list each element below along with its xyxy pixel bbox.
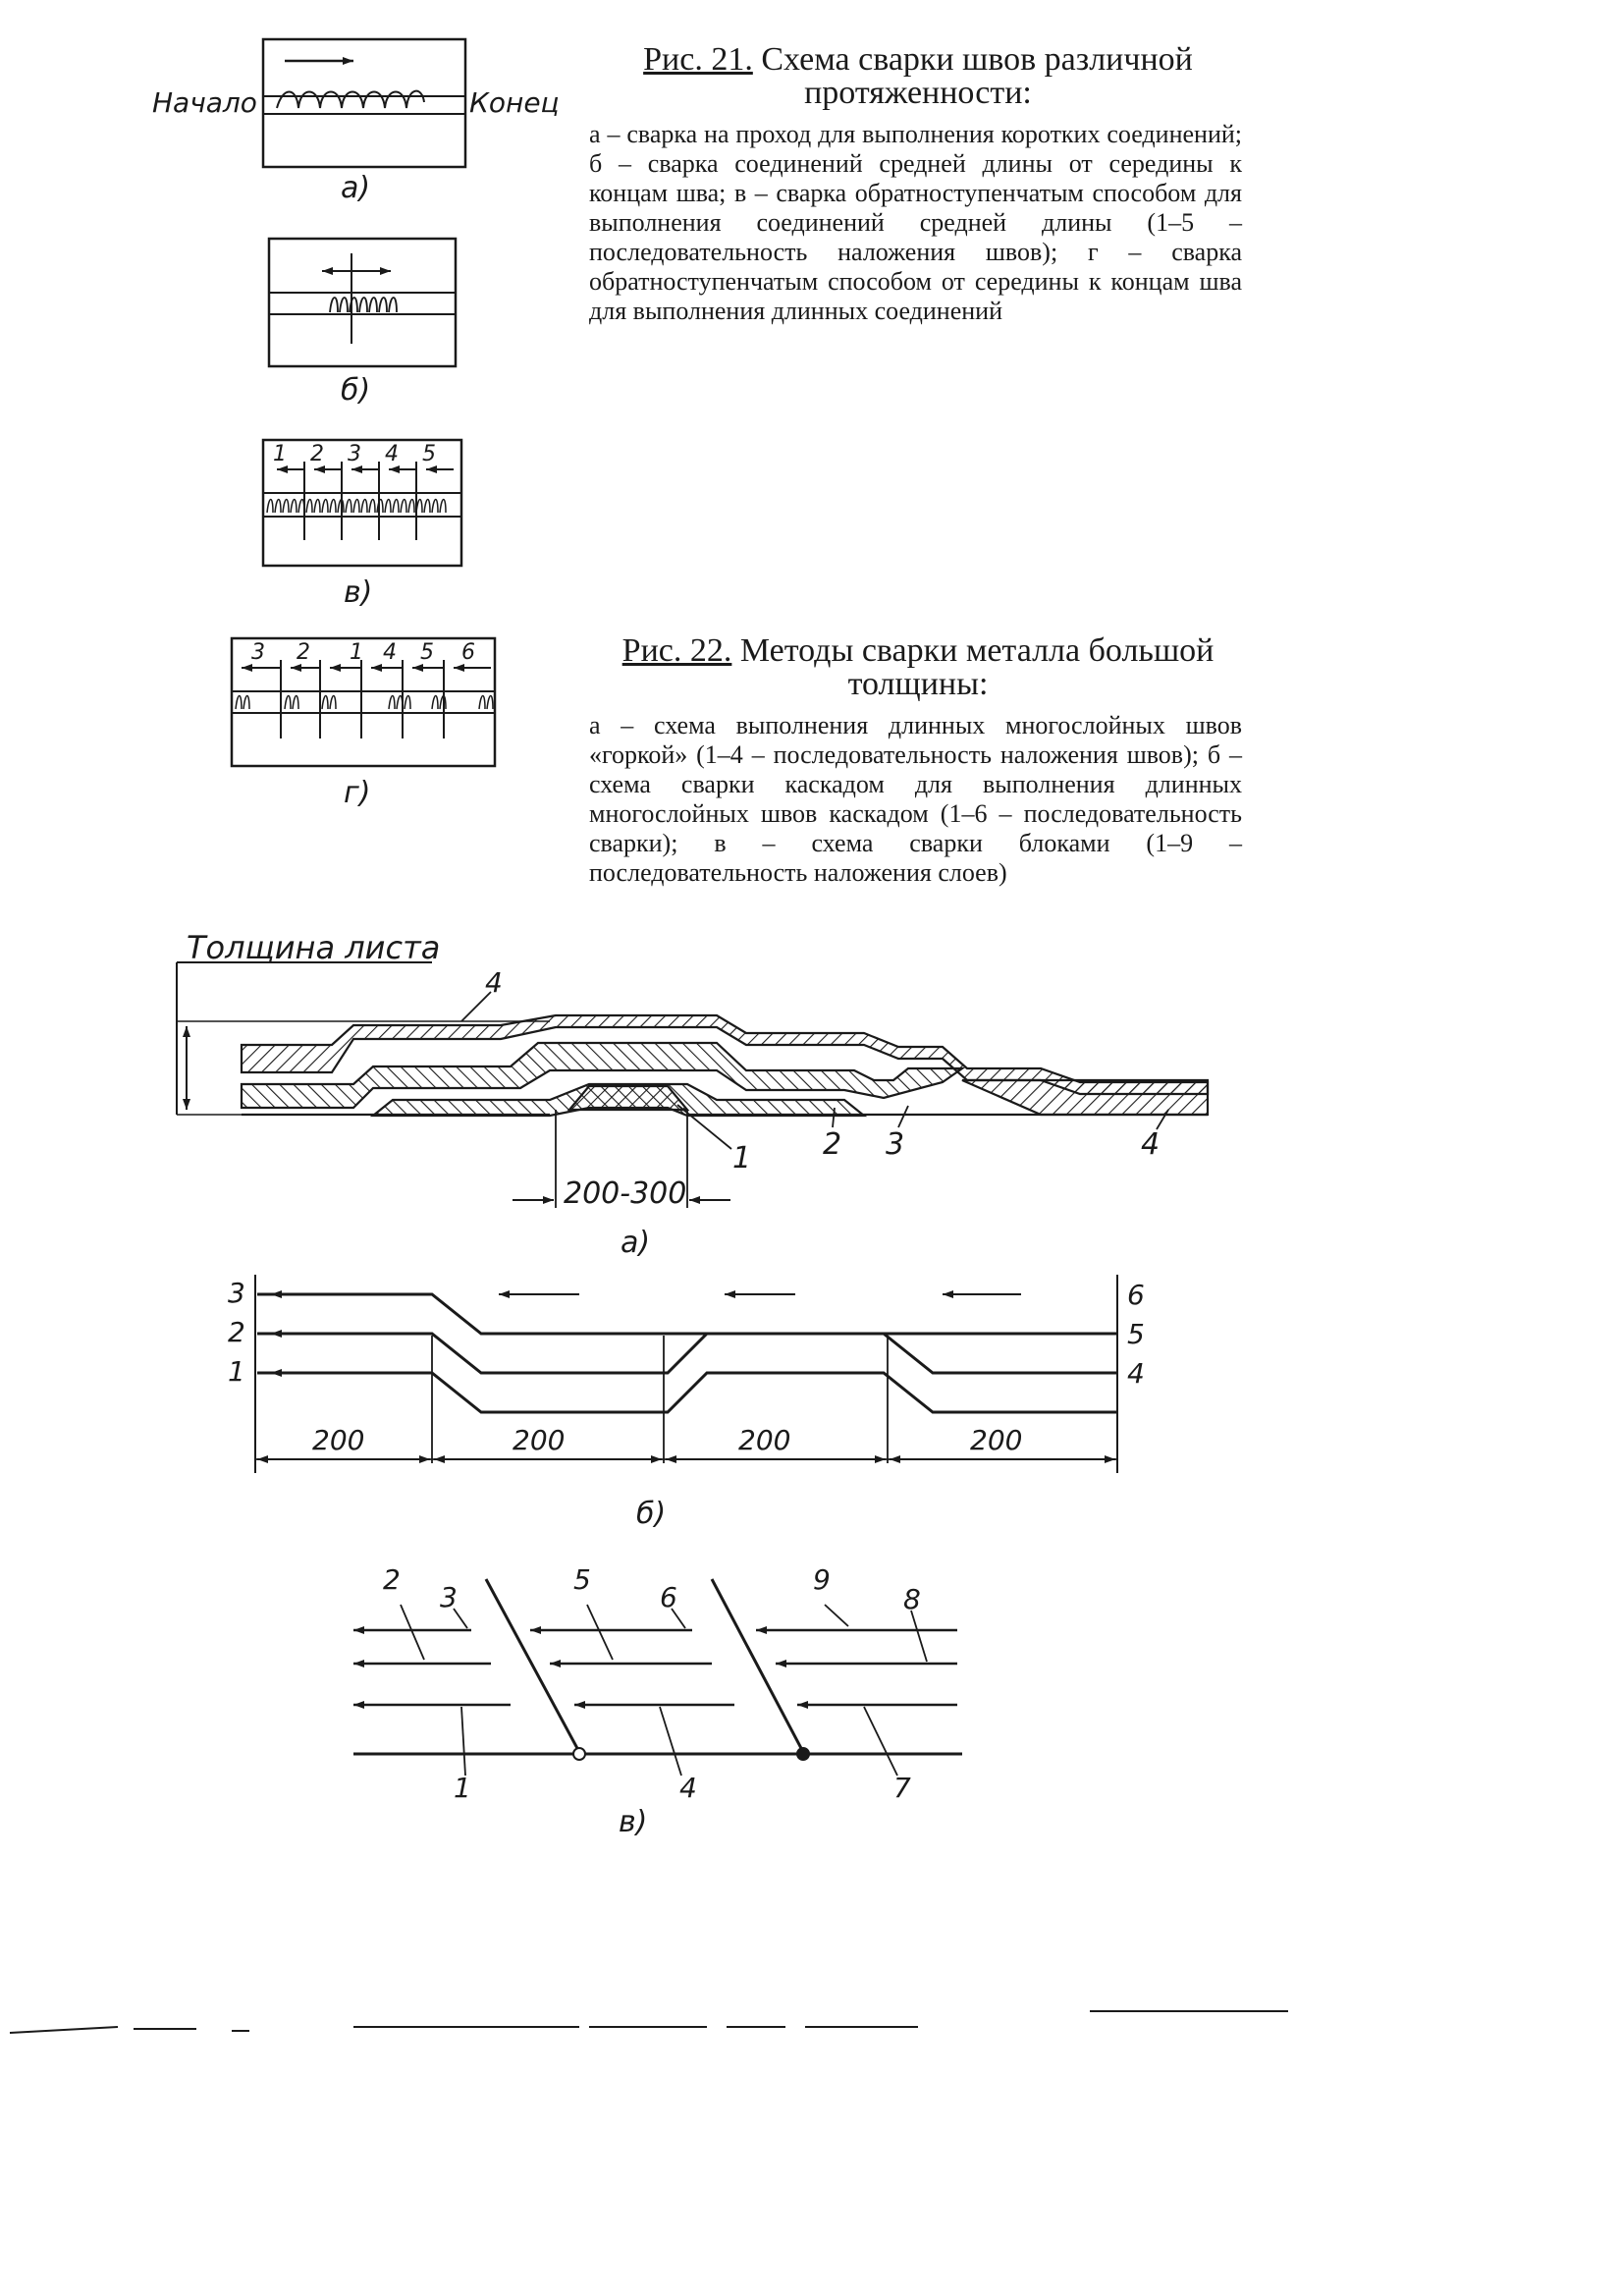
- fig22-b-left-number-2: 2: [228, 1316, 245, 1348]
- fig21-v-number-3: 3: [348, 442, 361, 466]
- fig22-v-number-1: 1: [454, 1772, 471, 1804]
- fig22-caption: а – схема выполнения длинных многослойных швов «горкой» (1–4 – последовательность наложения швов); б – схема сварки каскадом для выполнения длинных многослойных швов каскадом (1–6 – последовательность сварки); в – схема сварки блоками (1–9 – последовательность наложения слоев): [589, 711, 1242, 887]
- fig21-title-line1: Схема сварки швов различной: [761, 41, 1193, 78]
- fig22-a-number-2: 2: [823, 1127, 842, 1162]
- fig21-g-number-4: 4: [383, 640, 397, 665]
- fig22-title-line1: Методы сварки металла большой: [739, 632, 1215, 669]
- fig22-v-number-9: 9: [813, 1563, 831, 1596]
- fig21-b-weld-bead: [330, 298, 397, 312]
- fig22-v-number-7: 7: [893, 1772, 911, 1804]
- fig22-a-sublabel: а): [621, 1226, 651, 1260]
- fig21-a-start-label: Начало: [152, 86, 257, 119]
- fig21-b-sublabel: б): [341, 373, 371, 408]
- fig22-b-right-number-6: 6: [1127, 1279, 1145, 1311]
- fig22-v-number-8: 8: [903, 1583, 921, 1615]
- fig21-a-weld-bead: [277, 91, 424, 108]
- fig21-v-number-4: 4: [385, 442, 399, 466]
- page-bottom-rule: [10, 2011, 1288, 2033]
- fig22-b-right-number-5: 5: [1127, 1318, 1145, 1350]
- fig21-g-number-3: 3: [251, 640, 265, 665]
- fig22-b-sublabel: б): [636, 1497, 667, 1531]
- fig22-b-left-number-1: 1: [228, 1355, 245, 1388]
- fig21-a-sublabel: а): [341, 171, 371, 205]
- fig22-b-dimension-1: 200: [312, 1424, 365, 1456]
- fig21-g-number-1: 1: [350, 640, 363, 665]
- fig22-v-sublabel: в): [619, 1805, 648, 1839]
- fig22-a-thickness-label: Толщина листа: [187, 929, 441, 966]
- fig22-b-dimension-3: 200: [738, 1424, 791, 1456]
- fig21-title-line2: протяженности:: [804, 75, 1032, 111]
- fig21-v-number-5: 5: [422, 442, 436, 466]
- fig22-a: [177, 962, 1208, 1208]
- fig22-v-number-5: 5: [573, 1563, 591, 1596]
- fig21-v-sublabel: в): [344, 575, 373, 610]
- fig22-a-top-number: 4: [485, 966, 503, 999]
- fig21-g-number-2: 2: [297, 640, 310, 665]
- fig21-g-sublabel: г): [344, 776, 371, 810]
- fig22-a-number-1: 1: [732, 1141, 752, 1175]
- fig21-b: [269, 239, 456, 366]
- fig21-g: [232, 638, 495, 766]
- fig22-number: Рис. 22.: [621, 632, 732, 669]
- fig21-v-number-2: 2: [310, 442, 324, 466]
- fig22-v-number-3: 3: [440, 1581, 458, 1613]
- fig21-g-number-6: 6: [461, 640, 475, 665]
- fig21-a: [263, 39, 465, 167]
- fig21-g-number-5: 5: [420, 640, 434, 665]
- fig22-title-line2: толщины:: [847, 666, 989, 702]
- fig22-v-number-4: 4: [679, 1772, 697, 1804]
- fig21-number: Рис. 21.: [643, 41, 753, 78]
- fig22-v-number-6: 6: [660, 1581, 677, 1613]
- fig22-v-number-2: 2: [383, 1563, 401, 1596]
- fig22-b-dimension-2: 200: [513, 1424, 566, 1456]
- fig21-caption: а – сварка на проход для выполнения коротких соединений; б – сварка соединений средней длины от середины к концам шва; в – сварка обратноступенчатым способом для выполнения соединений средней длины (1–5 – последовательность наложения швов); г – сварка обратноступенчатым способом от середины к концам шва для выполнения длинных соединений: [589, 120, 1242, 325]
- fig22-b-dimension-4: 200: [970, 1424, 1023, 1456]
- fig22-a-dimension: 200-300: [564, 1176, 687, 1211]
- fig21-a-end-label: Конец: [469, 86, 560, 119]
- fig21-v-number-1: 1: [273, 442, 287, 466]
- fig22-a-number-4: 4: [1141, 1127, 1161, 1162]
- fig22-a-number-3: 3: [886, 1127, 905, 1162]
- fig22-b-right-number-4: 4: [1127, 1357, 1145, 1390]
- fig22-b-left-number-3: 3: [228, 1277, 245, 1309]
